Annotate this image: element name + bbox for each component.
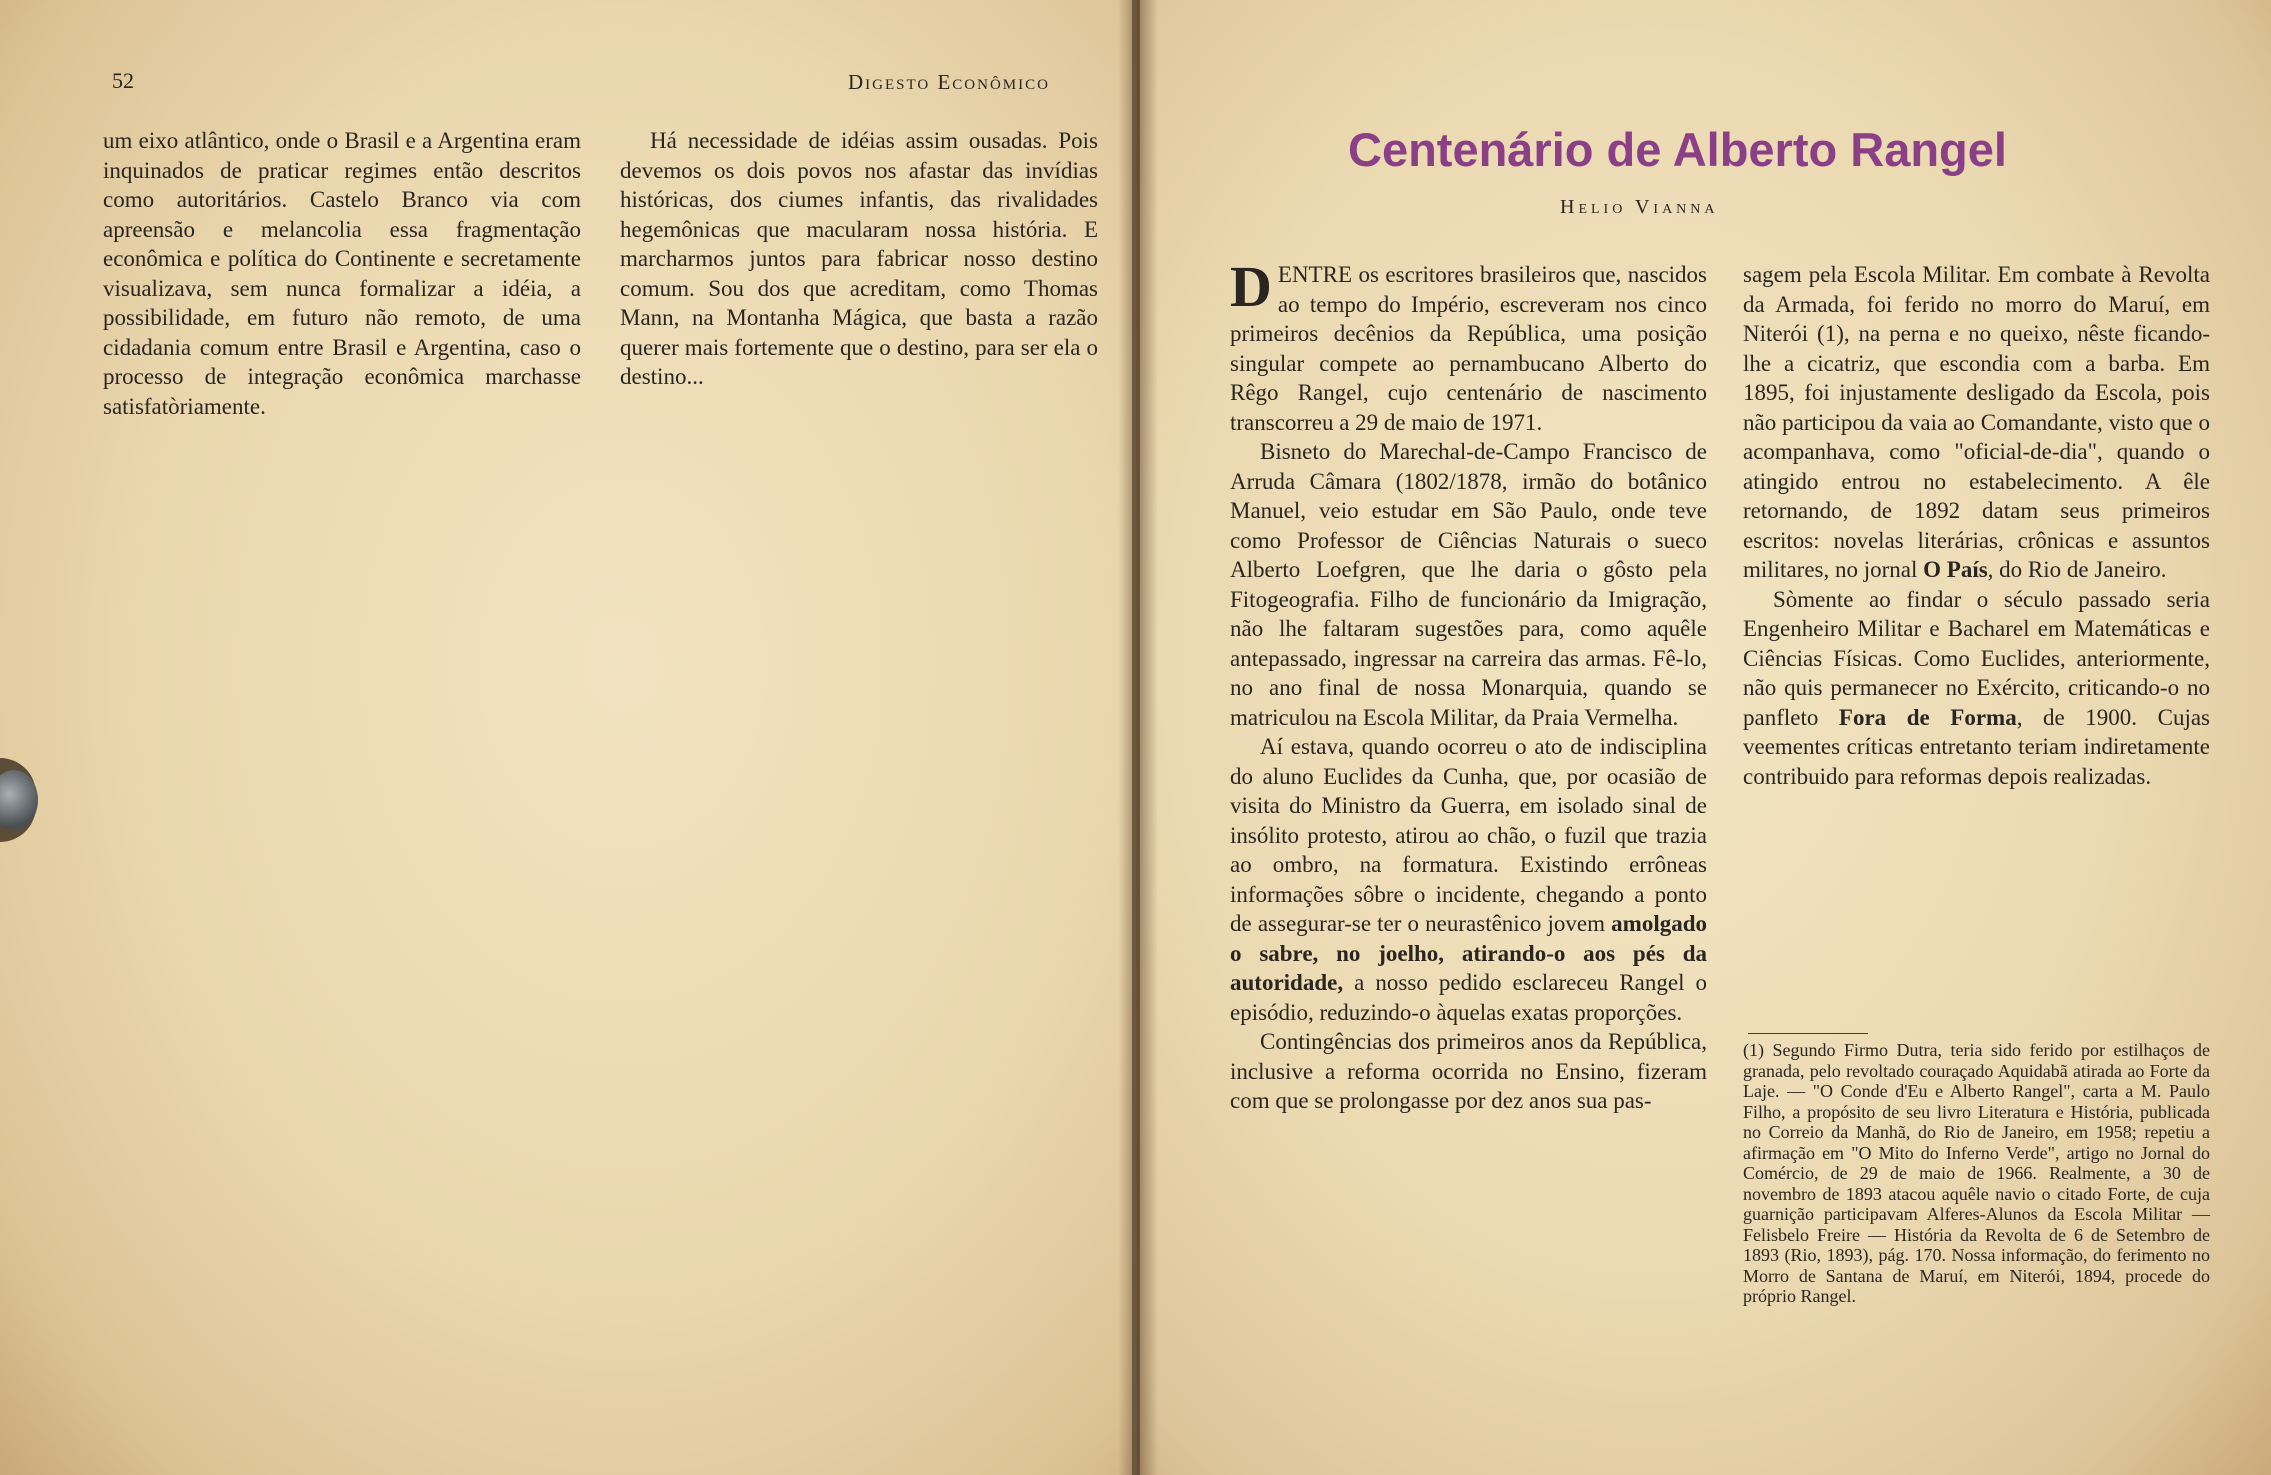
paragraph-text: ENTRE os escritores brasileiros que, nascidos ao tempo do Império, escreveram nos cinco primeiros decênios da República, uma posição singular compete ao pernambucano Alberto do Rêgo Rangel, cujo centenário de nascimento transcorreu a 29 de maio de 1971.: [1230, 262, 1707, 435]
running-head: Digesto Econômico: [848, 70, 1050, 94]
paragraph: [1230, 732, 1707, 1027]
paragraph-text: , de 1900. Cujas veementes críticas entretanto teriam indiretamente contribuido para reformas depois realizadas.: [1743, 704, 2210, 789]
drop-cap: D: [1230, 254, 1272, 319]
paragraph-text: Aí estava, quando ocorreu o ato de indisciplina do aluno Euclides da Cunha, que, por ocasião de visita do Ministro da Guerra, em isolado sinal de insólito protesto, atirou ao chão, o fuzil que trazia ao ombro, na formatura. Existindo errôneas informações sôbre o incidente, chegando a ponto de assegurar-se ter o neurastênico jovem: [1230, 734, 1707, 936]
book-gutter: [1118, 0, 1158, 1475]
footnote: (1) Segundo Firmo Dutra, teria sido ferido por estilhaços de granada, pelo revoltado couraçado Aquidabã atirada ao Forte da Laje. — "O Conde d'Eu e Alberto Rangel", carta a M. Paulo Filho, a propósito de seu livro Literatura e História, publicada no Correio da Manhã, do Rio de Janeiro, em 1958; repetiu a afirmação em "O Mito do Inferno Verde", artigo no Jornal do Comércio, de 29 de maio de 1966. Realmente, a 30 de novembro de 1893 atacou aquêle navio o citado Forte, de cuja guarnição participavam Alferes-Alunos da Escola Militar — Felisbelo Freire — História da Revolta de 6 de Setembro de 1893 (Rio, 1893), pág. 170. Nossa informação, do ferimento no Morro de Santana de Maruí, em Niterói, 1894, procede do próprio Rangel.: [1743, 1040, 2210, 1306]
paragraph: Contingências dos primeiros anos da República, inclusive a reforma ocorrida no Ensino, fizeram com que se prolongasse por dez anos sua pas-: [1230, 1029, 1707, 1113]
paragraph: Bisneto do Marechal-de-Campo Francisco de Arruda Câmara (1802/1878, irmão do botânico Manuel, veio estudar em São Paulo, onde teve como Professor de Ciências Naturais o sueco Alberto Loefgren, que lhe daria o gôsto pela Fitogeografia. Filho de funcionário da Imigração, não lhe faltaram sugestões para, como aquêle antepassado, ingressar na carreira das armas. Fê-lo, no ano final de nossa Monarquia, quando se matriculou na Escola Militar, da Praia Vermelha.: [1230, 439, 1707, 730]
paragraph: [1743, 585, 2210, 792]
left-page: [0, 0, 1132, 1475]
paragraph-text: , do Rio de Janeiro.: [1987, 557, 2167, 582]
paragraph: [1230, 254, 1707, 437]
emphasis: amolgado o sabre, no joelho, atirando-o aos pés da autoridade,: [1230, 911, 1708, 995]
paragraph-text: a nosso pedido esclareceu Rangel o episódio, reduzindo-o àquelas exatas proporções.: [1230, 970, 1708, 1025]
paragraph-text: sagem pela Escola Militar. Em combate à Revolta da Armada, foi ferido no morro do Maruí, em Niterói (1), na perna e no queixo, nêste ficando-lhe a cicatriz, que escondia com a barba. Em 1895, foi injustamente desligado da Escola, pois não participou da vaia ao Comandante, visto que o acompanhava, como "oficial-de-dia", quando o atingido entrou no estabelecimento. A êle retornando, de 1892 datam seus primeiros escritos: novelas literárias, crônicas e assuntos militares, no jornal: [1743, 262, 2210, 582]
byline: Helio Vianna: [1560, 196, 1719, 218]
paragraph: Há necessidade de idéias assim ousadas. Pois devemos os dois povos nos afastar das invídias históricas, dos ciumes infantis, das rivalidades hegemônicas que macularam nossa história. E marcharmos juntos para fabricar nosso destino comum. Sou dos que acreditam, como Thomas Mann, na Montanha Mágica, que basta a razão querer mais fortemente que o destino, para ser ela o destino...: [620, 128, 1098, 389]
right-column-1: [1230, 254, 1708, 1116]
emphasis: Fora de Forma: [1838, 704, 2017, 730]
page-number: 52: [112, 68, 134, 93]
right-column-2: [1743, 260, 2210, 791]
left-column-2: [620, 126, 1098, 392]
emphasis: O País: [1923, 557, 1988, 582]
left-column-1: [103, 126, 581, 421]
paragraph: um eixo atlântico, onde o Brasil e a Argentina eram inquinados de praticar regimes então descritos como autoritários. Castelo Branco via com apreensão e melancolia essa fragmentação econômica e política do Continente e secretamente visualizava, sem nunca formalizar a idéia, a possibilidade, em futuro não remoto, de uma cidadania comum entre Brasil e Argentina, caso o processo de integração econômica marchasse satisfatòriamente.: [103, 128, 581, 419]
footnote-rule: [1748, 1033, 1868, 1034]
paragraph: [1743, 260, 2210, 585]
article-title: Centenário de Alberto Rangel: [1348, 123, 2007, 176]
paragraph-text: Sòmente ao findar o século passado seria Engenheiro Militar e Bacharel em Matemáticas e Ciências Físicas. Como Euclides, anteriormente, não quis permanecer no Exército, criticando-o no panfleto: [1743, 586, 2210, 730]
